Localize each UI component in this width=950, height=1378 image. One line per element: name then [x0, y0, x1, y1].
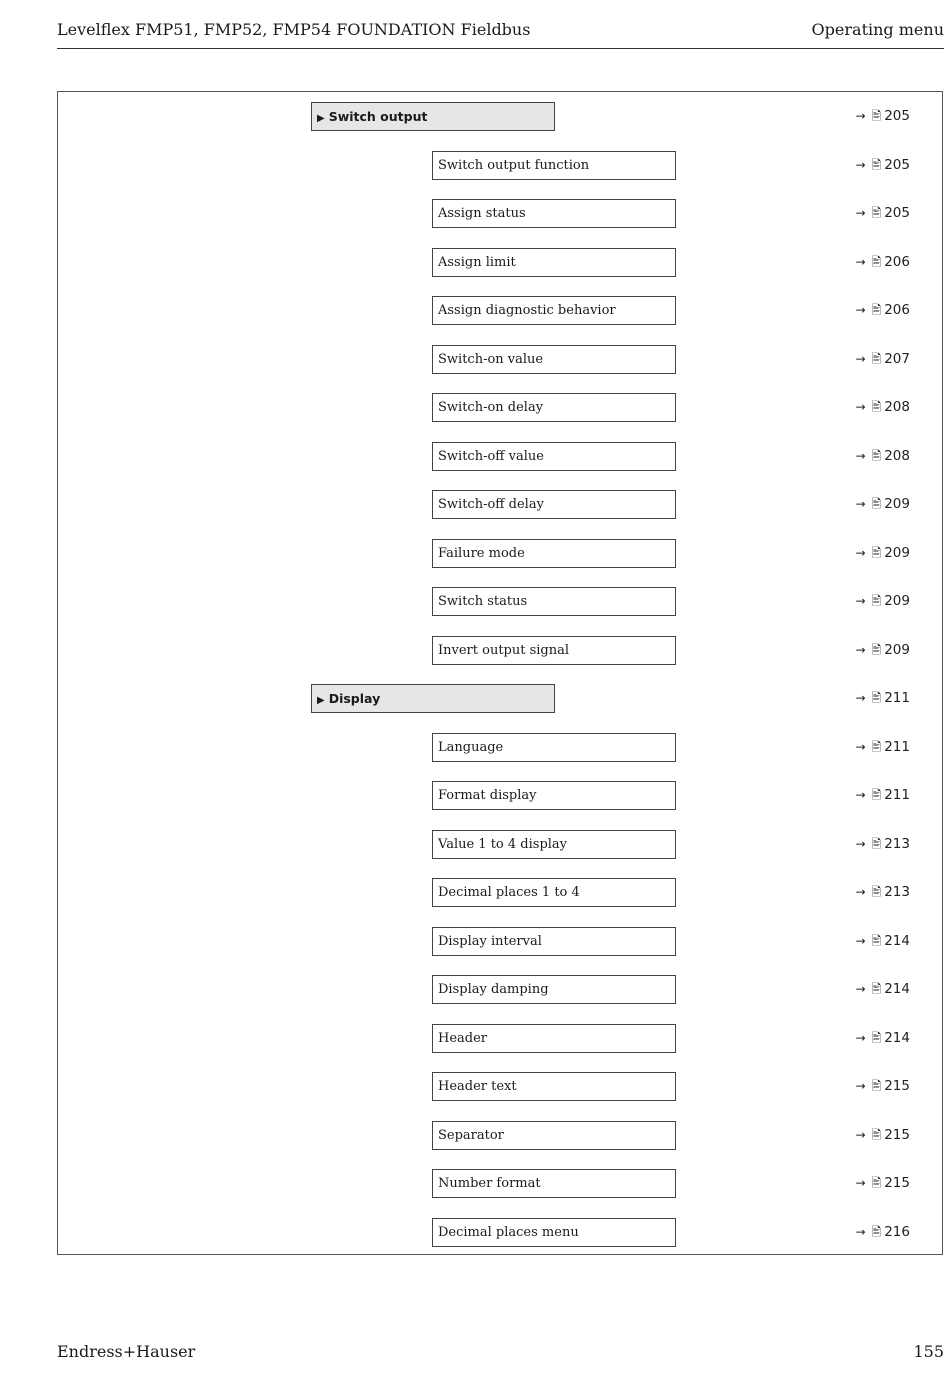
submenu-box[interactable]: [311, 684, 555, 713]
arrow-right-icon: →: [855, 788, 866, 802]
parameter-box[interactable]: [432, 733, 676, 762]
reference-page-number: 215: [884, 1175, 910, 1191]
page-reference-link[interactable]: [856, 1072, 911, 1101]
menu-label: Assign diagnostic behavior: [438, 303, 616, 318]
reference-page-number: 205: [884, 108, 910, 124]
menu-label: Separator: [438, 1127, 504, 1143]
document-page-icon: 🖹: [871, 933, 882, 948]
document-page-icon: 🖹: [871, 206, 882, 220]
reference-page-number: 214: [884, 1029, 910, 1046]
reference-page-number: 215: [884, 1126, 910, 1143]
document-page-icon: 🖹: [871, 739, 882, 754]
menu-item-row: [58, 1072, 944, 1102]
document-page-icon: 🖹: [871, 594, 882, 608]
reference-page-number: 214: [884, 932, 910, 949]
arrow-right-icon: →: [855, 836, 866, 851]
menu-item-row: [58, 975, 944, 1005]
menu-label: Switch-off value: [438, 448, 544, 464]
parameter-box[interactable]: [432, 345, 676, 374]
reference-page-number: 209: [884, 496, 910, 512]
parameter-box[interactable]: [432, 781, 676, 810]
page-reference-link[interactable]: [856, 199, 911, 228]
page-reference-link[interactable]: [856, 733, 911, 762]
menu-label: Header: [438, 1030, 488, 1046]
page-reference-link[interactable]: [856, 393, 911, 422]
expand-triangle-icon: ▶: [317, 113, 325, 124]
page-reference-link[interactable]: [856, 975, 911, 1004]
menu-item-row: [58, 636, 944, 666]
section-title: Operating menu: [811, 20, 944, 39]
menu-item-row: [58, 442, 944, 472]
document-page-icon: 🖹: [871, 400, 882, 414]
reference-page-number: 205: [884, 205, 910, 221]
arrow-right-icon: →: [855, 1079, 866, 1093]
arrow-right-icon: →: [855, 739, 866, 754]
document-page-icon: 🖹: [871, 642, 882, 657]
menu-item-row: [58, 1121, 944, 1151]
menu-item-row: [58, 248, 944, 278]
reference-page-number: 213: [884, 835, 910, 852]
page-reference-link[interactable]: [856, 1218, 911, 1247]
document-page-icon: 🖹: [871, 448, 882, 463]
page-reference-link[interactable]: [856, 539, 911, 568]
document-page-icon: 🖹: [871, 691, 882, 705]
page-reference-link[interactable]: [856, 151, 911, 180]
document-title: Levelflex FMP51, FMP52, FMP54 FOUNDATION Fieldbus: [57, 20, 531, 39]
menu-item-row: [58, 587, 944, 617]
page-reference-link[interactable]: [856, 102, 911, 131]
menu-label: Switch output function: [438, 157, 590, 173]
document-page-icon: 🖹: [871, 545, 882, 560]
reference-page-number: 216: [884, 1223, 910, 1240]
document-page-icon: 🖹: [871, 1030, 882, 1045]
parameter-box[interactable]: [432, 1072, 676, 1101]
page-reference-link[interactable]: [856, 1169, 911, 1198]
document-page-icon: 🖹: [871, 1224, 882, 1239]
reference-page-number: 211: [884, 787, 910, 803]
parameter-box[interactable]: [432, 878, 676, 907]
parameter-box[interactable]: [432, 490, 676, 519]
parameter-box[interactable]: [432, 636, 676, 665]
document-page-icon: 🖹: [871, 157, 882, 172]
document-page-icon: 🖹: [871, 1079, 882, 1093]
menu-item-row: [58, 927, 944, 957]
parameter-box[interactable]: [432, 1024, 676, 1053]
arrow-right-icon: →: [855, 691, 866, 705]
page-reference-link[interactable]: [856, 830, 911, 859]
parameter-box[interactable]: [432, 830, 676, 859]
reference-page-number: 209: [884, 544, 910, 561]
parameter-box[interactable]: [432, 151, 676, 180]
menu-label: Invert output signal: [438, 642, 570, 658]
page-reference-link[interactable]: [856, 587, 911, 616]
document-page-icon: 🖹: [871, 351, 882, 366]
arrow-right-icon: →: [855, 1176, 866, 1190]
arrow-right-icon: →: [855, 400, 866, 414]
menu-label: Number format: [438, 1176, 541, 1191]
menu-label: Switch output: [328, 109, 428, 124]
reference-page-number: 205: [884, 156, 910, 173]
menu-item-row: [58, 1169, 944, 1199]
parameter-box[interactable]: [432, 1121, 676, 1150]
parameter-box[interactable]: [432, 393, 676, 422]
menu-label: Failure mode: [438, 545, 525, 561]
page-reference-link[interactable]: [856, 248, 911, 277]
parameter-box[interactable]: [432, 442, 676, 471]
reference-page-number: 215: [884, 1078, 910, 1094]
menu-label: Format display: [438, 788, 537, 803]
reference-page-number: 209: [884, 593, 910, 609]
arrow-right-icon: →: [855, 303, 866, 317]
arrow-right-icon: →: [855, 351, 866, 366]
menu-label: Display damping: [438, 982, 549, 997]
menu-label: Language: [438, 739, 504, 755]
parameter-box[interactable]: [432, 199, 676, 228]
arrow-right-icon: →: [855, 885, 866, 899]
menu-item-row: [58, 345, 944, 375]
menu-item-row: [58, 490, 944, 520]
arrow-right-icon: →: [855, 206, 866, 220]
menu-label: Switch-on value: [438, 351, 544, 367]
parameter-box[interactable]: [432, 1169, 676, 1198]
reference-page-number: 208: [884, 447, 910, 464]
expand-triangle-icon: ▶: [317, 695, 325, 706]
menu-tree: [57, 91, 943, 1255]
document-page-icon: 🖹: [871, 982, 882, 996]
reference-page-number: 211: [884, 738, 910, 755]
menu-label: Switch-off delay: [438, 497, 544, 512]
menu-item-row: [58, 781, 944, 811]
document-page-icon: 🖹: [871, 109, 882, 123]
document-page-icon: 🖹: [871, 1176, 882, 1190]
header-divider: [57, 48, 944, 49]
submenu-box[interactable]: [311, 102, 555, 131]
arrow-right-icon: →: [855, 157, 866, 172]
page-reference-link[interactable]: [856, 636, 911, 665]
parameter-box[interactable]: [432, 248, 676, 277]
reference-page-number: 206: [884, 302, 910, 318]
menu-item-row: [58, 393, 944, 423]
menu-item-row: [58, 296, 944, 326]
menu-item-row: [58, 1218, 944, 1248]
page-reference-link[interactable]: [856, 927, 911, 956]
page-number: 155: [913, 1342, 944, 1361]
arrow-right-icon: →: [855, 933, 866, 948]
document-page-icon: 🖹: [871, 497, 882, 511]
menu-item-row: [58, 1024, 944, 1054]
menu-item-row: [58, 151, 944, 181]
arrow-right-icon: →: [855, 1224, 866, 1239]
arrow-right-icon: →: [855, 109, 866, 123]
page-reference-link[interactable]: [856, 781, 911, 810]
document-page-icon: 🖹: [871, 1127, 882, 1142]
menu-item-row: [58, 878, 944, 908]
menu-group-row: [58, 102, 944, 132]
arrow-right-icon: →: [855, 1127, 866, 1142]
parameter-box[interactable]: [432, 587, 676, 616]
parameter-box[interactable]: [432, 539, 676, 568]
footer-brand: Endress+Hauser: [57, 1342, 196, 1361]
arrow-right-icon: →: [855, 448, 866, 463]
menu-item-row: [58, 539, 944, 569]
menu-item-row: [58, 733, 944, 763]
page-reference-link[interactable]: [856, 878, 911, 907]
page-reference-link[interactable]: [856, 345, 911, 374]
reference-page-number: 208: [884, 399, 910, 415]
menu-label: Switch status: [438, 594, 528, 609]
parameter-box[interactable]: [432, 296, 676, 325]
menu-label: Decimal places menu: [438, 1224, 579, 1240]
menu-label: Assign status: [438, 206, 526, 221]
page-reference-link[interactable]: [856, 1024, 911, 1053]
menu-label: Switch-on delay: [438, 400, 544, 415]
reference-page-number: 209: [884, 641, 910, 658]
page-reference-link[interactable]: [856, 684, 911, 713]
arrow-right-icon: →: [855, 497, 866, 511]
document-page-icon: 🖹: [871, 836, 882, 851]
menu-item-row: [58, 830, 944, 860]
parameter-box[interactable]: [432, 1218, 676, 1247]
menu-group-row: [58, 684, 944, 714]
page-reference-link[interactable]: [856, 296, 911, 325]
reference-page-number: 211: [884, 690, 910, 706]
reference-page-number: 214: [884, 981, 910, 997]
menu-label: Value 1 to 4 display: [438, 836, 568, 852]
menu-label: Decimal places 1 to 4: [438, 885, 580, 900]
document-page-icon: 🖹: [871, 885, 882, 899]
document-page-icon: 🖹: [871, 788, 882, 802]
menu-label: Header text: [438, 1079, 517, 1094]
document-page-icon: 🖹: [871, 254, 882, 269]
parameter-box[interactable]: [432, 927, 676, 956]
parameter-box[interactable]: [432, 975, 676, 1004]
menu-label: Assign limit: [438, 254, 516, 270]
page-reference-link[interactable]: [856, 490, 911, 519]
arrow-right-icon: →: [855, 982, 866, 996]
page-reference-link[interactable]: [856, 442, 911, 471]
arrow-right-icon: →: [855, 1030, 866, 1045]
reference-page-number: 207: [884, 350, 910, 367]
page-reference-link[interactable]: [856, 1121, 911, 1150]
menu-item-row: [58, 199, 944, 229]
reference-page-number: 206: [884, 253, 910, 270]
arrow-right-icon: →: [855, 254, 866, 269]
arrow-right-icon: →: [855, 545, 866, 560]
document-page-icon: 🖹: [871, 303, 882, 317]
arrow-right-icon: →: [855, 594, 866, 608]
reference-page-number: 213: [884, 884, 910, 900]
menu-label: Display interval: [438, 933, 542, 949]
menu-label: Display: [328, 691, 381, 706]
arrow-right-icon: →: [855, 642, 866, 657]
